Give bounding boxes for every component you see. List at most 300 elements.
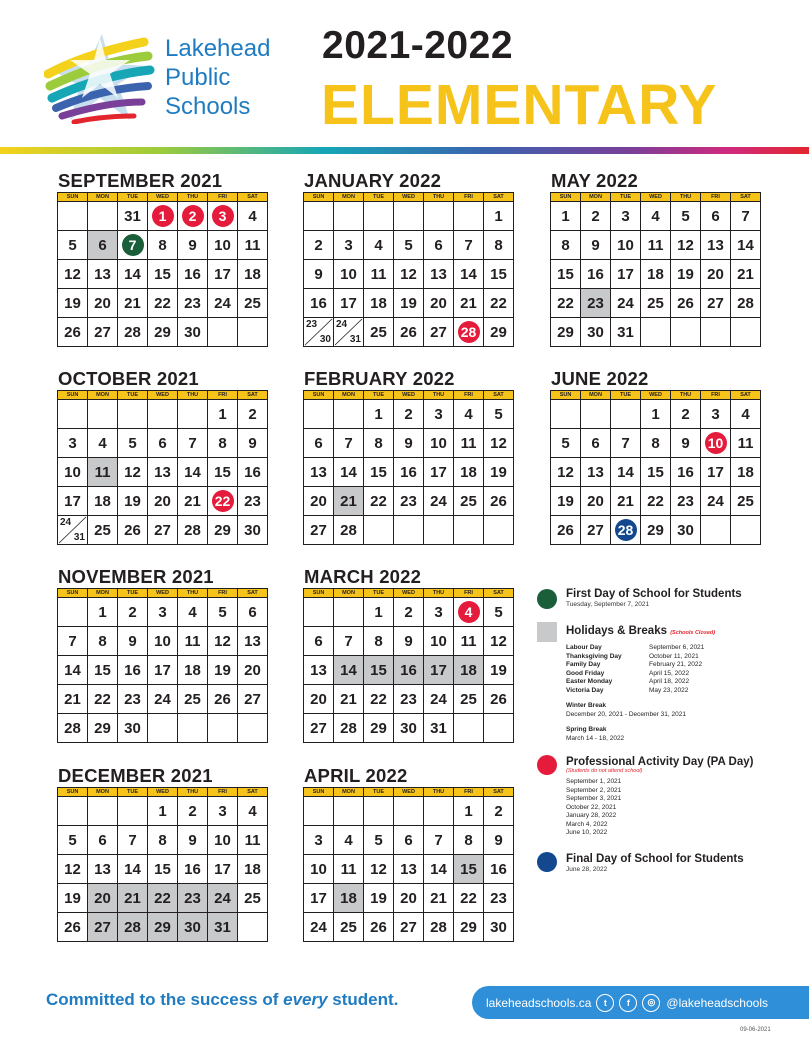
holiday-date: April 18, 2022 — [649, 678, 690, 685]
day-cell: 24 — [304, 913, 334, 942]
weekday-header: FRI — [454, 589, 484, 598]
empty-day-cell — [148, 714, 178, 743]
day-cell: 25 — [178, 685, 208, 714]
weekday-header: TUE — [611, 391, 641, 400]
day-cell: 26 — [58, 913, 88, 942]
winter-break-date: December 20, 2021 - December 31, 2021 — [566, 710, 686, 718]
month-april-2022 — [304, 764, 514, 942]
day-cell: 28 — [178, 516, 208, 545]
day-cell: 14 — [118, 855, 148, 884]
day-cell: 14 — [334, 656, 364, 685]
day-cell: 3 — [424, 400, 454, 429]
pa-day-date: September 1, 2021 — [566, 778, 622, 785]
day-cell: 7 — [454, 231, 484, 260]
day-cell: 12 — [364, 855, 394, 884]
day-cell: 9 — [238, 429, 268, 458]
highlight-circle: 7 — [122, 234, 144, 256]
day-cell: 13 — [581, 458, 611, 487]
day-cell: 29 — [364, 714, 394, 743]
holiday-date: April 15, 2022 — [649, 669, 690, 677]
day-cell: 14 — [334, 458, 364, 487]
day-cell — [178, 202, 208, 231]
day-cell: 15 — [208, 458, 238, 487]
day-cell: 23 — [238, 487, 268, 516]
weekday-header: WED — [641, 391, 671, 400]
legend-holidays-title: Holidays & Breaks — [566, 625, 667, 637]
day-cell: 21 — [118, 884, 148, 913]
twitter-icon[interactable]: t — [596, 994, 614, 1012]
day-cell: 4 — [731, 400, 761, 429]
day-cell: 28 — [334, 516, 364, 545]
empty-day-cell — [581, 400, 611, 429]
weekday-header: SUN — [304, 193, 334, 202]
empty-day-cell — [208, 318, 238, 347]
day-cell: 16 — [484, 855, 514, 884]
legend-holidays-note: (Schools Closed) — [670, 630, 716, 636]
day-cell: 15 — [484, 260, 514, 289]
month-name: MARCH 2022 — [304, 566, 422, 587]
day-cell: 12 — [671, 231, 701, 260]
holiday-item — [566, 687, 797, 696]
day-cell: 12 — [551, 458, 581, 487]
empty-day-cell — [454, 516, 484, 545]
day-cell: 8 — [148, 826, 178, 855]
day-cell: 14 — [454, 260, 484, 289]
day-cell: 13 — [88, 260, 118, 289]
weekday-header: MON — [88, 589, 118, 598]
day-cell: 19 — [484, 656, 514, 685]
day-cell: 23 — [178, 884, 208, 913]
day-cell: 20 — [424, 289, 454, 318]
day-cell: 4 — [454, 400, 484, 429]
day-cell: 25 — [731, 487, 761, 516]
pa-day-date: March 4, 2022 — [566, 820, 608, 828]
holiday-item — [566, 644, 797, 653]
day-cell: 2 — [394, 598, 424, 627]
day-cell: 26 — [208, 685, 238, 714]
day-cell: 8 — [454, 826, 484, 855]
month-name: APRIL 2022 — [304, 765, 408, 786]
day-cell: 20 — [88, 289, 118, 318]
day-cell: 27 — [304, 516, 334, 545]
month-grid — [303, 192, 514, 347]
day-cell: 14 — [731, 231, 761, 260]
day-cell: 4 — [334, 826, 364, 855]
day-cell: 24 — [424, 487, 454, 516]
day-cell: 13 — [88, 855, 118, 884]
day-cell: 3 — [208, 797, 238, 826]
day-cell: 23 — [671, 487, 701, 516]
day-cell: 18 — [334, 884, 364, 913]
pa-day-date: June 10, 2022 — [566, 829, 608, 836]
day-cell: 5 — [394, 231, 424, 260]
day-cell: 1 — [148, 797, 178, 826]
day-cell: 7 — [118, 826, 148, 855]
day-cell: 17 — [148, 656, 178, 685]
blue-dot-icon — [537, 852, 557, 872]
month-name: NOVEMBER 2021 — [58, 566, 214, 587]
day-cell: 18 — [238, 260, 268, 289]
weekday-header: TUE — [364, 589, 394, 598]
day-cell: 29 — [484, 318, 514, 347]
weekday-header: FRI — [701, 193, 731, 202]
day-cell: 2 — [671, 400, 701, 429]
day-cell: 22 — [484, 289, 514, 318]
day-cell: 15 — [364, 458, 394, 487]
day-cell: 13 — [304, 458, 334, 487]
legend-final-day-date: June 28, 2022 — [566, 865, 608, 873]
day-cell: 21 — [454, 289, 484, 318]
day-cell: 30 — [394, 714, 424, 743]
day-cell: 21 — [424, 884, 454, 913]
day-cell: 12 — [484, 429, 514, 458]
day-cell: 25 — [641, 289, 671, 318]
weekday-header: WED — [394, 193, 424, 202]
day-cell: 13 — [304, 656, 334, 685]
day-cell: 21 — [58, 685, 88, 714]
day-cell: 27 — [238, 685, 268, 714]
month-grid — [57, 588, 268, 743]
empty-day-cell — [118, 797, 148, 826]
empty-day-cell — [334, 202, 364, 231]
month-name: SEPTEMBER 2021 — [58, 170, 223, 191]
day-cell: 10 — [208, 826, 238, 855]
tagline-end: student. — [327, 990, 399, 1009]
split-day-cell — [58, 516, 88, 545]
day-cell: 6 — [88, 826, 118, 855]
day-cell: 19 — [58, 884, 88, 913]
weekday-header: MON — [88, 788, 118, 797]
day-cell: 25 — [238, 289, 268, 318]
weekday-header: THU — [178, 788, 208, 797]
day-cell: 6 — [88, 231, 118, 260]
weekday-header: SUN — [58, 193, 88, 202]
day-cell: 8 — [551, 231, 581, 260]
day-cell: 27 — [148, 516, 178, 545]
empty-day-cell — [88, 797, 118, 826]
day-cell: 5 — [671, 202, 701, 231]
day-cell: 29 — [454, 913, 484, 942]
empty-day-cell — [424, 202, 454, 231]
day-cell: 18 — [641, 260, 671, 289]
day-cell: 11 — [238, 231, 268, 260]
day-cell: 19 — [394, 289, 424, 318]
day-cell: 22 — [148, 884, 178, 913]
weekday-header: SAT — [238, 391, 268, 400]
brand-line-1: Lakehead — [165, 35, 271, 62]
empty-day-cell — [118, 400, 148, 429]
brand-line-3: Schools — [165, 93, 251, 120]
split-day-bottom: 31 — [73, 532, 85, 543]
weekday-header: SAT — [731, 193, 761, 202]
instagram-icon[interactable]: ◎ — [642, 994, 660, 1012]
day-cell: 4 — [88, 429, 118, 458]
day-cell: 27 — [701, 289, 731, 318]
day-cell: 16 — [581, 260, 611, 289]
social-handle[interactable]: @lakeheadschools — [666, 995, 768, 1010]
day-cell: 5 — [118, 429, 148, 458]
day-cell: 27 — [88, 318, 118, 347]
day-cell: 15 — [148, 260, 178, 289]
day-cell: 26 — [394, 318, 424, 347]
day-cell: 1 — [454, 797, 484, 826]
weekday-header: SAT — [484, 788, 514, 797]
day-cell: 21 — [334, 487, 364, 516]
empty-day-cell — [484, 714, 514, 743]
day-cell — [454, 598, 484, 627]
day-cell — [208, 202, 238, 231]
day-cell — [148, 202, 178, 231]
weekday-header: SAT — [484, 391, 514, 400]
day-cell: 17 — [208, 260, 238, 289]
day-cell: 17 — [701, 458, 731, 487]
empty-day-cell — [334, 400, 364, 429]
day-cell: 16 — [238, 458, 268, 487]
month-name: DECEMBER 2021 — [58, 765, 213, 786]
day-cell: 24 — [701, 487, 731, 516]
legend-holidays — [537, 622, 797, 743]
pa-day-list — [537, 778, 797, 838]
website-link[interactable]: lakeheadschools.ca — [486, 995, 592, 1010]
day-cell: 20 — [394, 884, 424, 913]
day-cell: 10 — [148, 627, 178, 656]
day-cell: 13 — [424, 260, 454, 289]
day-cell: 16 — [178, 855, 208, 884]
day-cell: 23 — [394, 487, 424, 516]
weekday-header: SUN — [58, 788, 88, 797]
weekday-header: FRI — [454, 391, 484, 400]
day-cell: 20 — [304, 487, 334, 516]
empty-day-cell — [454, 714, 484, 743]
day-cell: 22 — [551, 289, 581, 318]
day-cell: 8 — [88, 627, 118, 656]
day-cell: 17 — [611, 260, 641, 289]
holiday-name: Victoria Day — [566, 686, 604, 694]
empty-day-cell — [484, 516, 514, 545]
day-cell: 6 — [304, 627, 334, 656]
day-cell: 25 — [364, 318, 394, 347]
weekday-header: THU — [424, 391, 454, 400]
weekday-header: TUE — [611, 193, 641, 202]
day-cell: 12 — [118, 458, 148, 487]
empty-day-cell — [58, 797, 88, 826]
day-cell: 6 — [581, 429, 611, 458]
day-cell: 5 — [551, 429, 581, 458]
day-cell: 15 — [641, 458, 671, 487]
day-cell: 2 — [581, 202, 611, 231]
day-cell: 7 — [424, 826, 454, 855]
day-cell: 19 — [208, 656, 238, 685]
day-cell: 20 — [88, 884, 118, 913]
day-cell: 9 — [178, 826, 208, 855]
day-cell: 10 — [424, 429, 454, 458]
day-cell: 31 — [611, 318, 641, 347]
empty-day-cell — [394, 516, 424, 545]
highlight-circle: 10 — [705, 432, 727, 454]
month-name: OCTOBER 2021 — [58, 368, 199, 389]
day-cell: 2 — [394, 400, 424, 429]
empty-day-cell — [88, 202, 118, 231]
day-cell: 11 — [454, 627, 484, 656]
weekday-header: WED — [148, 193, 178, 202]
facebook-icon[interactable]: f — [619, 994, 637, 1012]
pa-day-date: September 3, 2021 — [566, 795, 622, 802]
empty-day-cell — [641, 318, 671, 347]
weekday-header: WED — [394, 788, 424, 797]
weekday-header: MON — [88, 193, 118, 202]
day-cell: 9 — [394, 627, 424, 656]
green-dot-icon — [537, 589, 557, 609]
day-cell: 11 — [454, 429, 484, 458]
weekday-header: SUN — [304, 391, 334, 400]
day-cell: 2 — [238, 400, 268, 429]
day-cell: 24 — [148, 685, 178, 714]
day-cell: 2 — [178, 797, 208, 826]
day-cell: 17 — [424, 656, 454, 685]
empty-day-cell — [424, 797, 454, 826]
day-cell: 26 — [58, 318, 88, 347]
brand-name — [165, 34, 270, 121]
tagline-emphasis: every — [283, 990, 328, 1009]
revision-date: 09-06-2021 — [740, 1027, 771, 1033]
day-cell: 10 — [208, 231, 238, 260]
empty-day-cell — [304, 400, 334, 429]
day-cell: 23 — [581, 289, 611, 318]
day-cell: 19 — [551, 487, 581, 516]
holiday-name: Good Friday — [566, 669, 605, 677]
weekday-header: MON — [581, 193, 611, 202]
day-cell: 5 — [484, 400, 514, 429]
empty-day-cell — [671, 318, 701, 347]
day-cell — [118, 231, 148, 260]
empty-day-cell — [304, 797, 334, 826]
day-cell: 29 — [208, 516, 238, 545]
month-may-2022 — [551, 169, 761, 347]
day-cell: 12 — [484, 627, 514, 656]
day-cell: 7 — [334, 429, 364, 458]
weekday-header: SAT — [484, 193, 514, 202]
day-cell: 14 — [424, 855, 454, 884]
day-cell: 17 — [58, 487, 88, 516]
day-cell: 29 — [148, 318, 178, 347]
day-cell: 26 — [364, 913, 394, 942]
empty-day-cell — [208, 714, 238, 743]
day-cell: 21 — [118, 289, 148, 318]
day-cell: 8 — [484, 231, 514, 260]
split-day-bottom: 30 — [319, 334, 331, 345]
day-cell: 9 — [118, 627, 148, 656]
pa-day-date: September 2, 2021 — [566, 786, 622, 794]
month-name: MAY 2022 — [551, 170, 638, 191]
day-cell: 10 — [424, 627, 454, 656]
day-cell: 3 — [334, 231, 364, 260]
day-cell: 21 — [731, 260, 761, 289]
day-cell: 29 — [148, 913, 178, 942]
day-cell: 11 — [238, 826, 268, 855]
month-september-2021 — [58, 169, 268, 347]
empty-day-cell — [334, 598, 364, 627]
empty-day-cell — [178, 714, 208, 743]
day-cell: 17 — [304, 884, 334, 913]
day-cell: 28 — [118, 318, 148, 347]
day-cell: 25 — [88, 516, 118, 545]
day-cell: 28 — [424, 913, 454, 942]
weekday-header: SUN — [551, 193, 581, 202]
tagline-start: Committed to the success of — [46, 990, 284, 1009]
weekday-header: TUE — [364, 788, 394, 797]
day-cell: 3 — [424, 598, 454, 627]
highlight-circle: 1 — [152, 205, 174, 227]
spring-break-date: March 14 - 18, 2022 — [566, 734, 625, 742]
weekday-header: MON — [88, 391, 118, 400]
day-cell: 29 — [551, 318, 581, 347]
day-cell: 15 — [364, 656, 394, 685]
month-name: JUNE 2022 — [551, 368, 649, 389]
weekday-header: FRI — [208, 589, 238, 598]
day-cell: 16 — [118, 656, 148, 685]
day-cell: 29 — [641, 516, 671, 545]
day-cell: 17 — [424, 458, 454, 487]
day-cell: 13 — [238, 627, 268, 656]
empty-day-cell — [701, 318, 731, 347]
day-cell: 20 — [581, 487, 611, 516]
weekday-header: SAT — [484, 589, 514, 598]
red-dot-icon — [537, 755, 557, 775]
day-cell: 8 — [148, 231, 178, 260]
day-cell: 26 — [484, 685, 514, 714]
weekday-header: THU — [424, 589, 454, 598]
day-cell: 11 — [641, 231, 671, 260]
day-cell: 26 — [118, 516, 148, 545]
weekday-header: SUN — [58, 391, 88, 400]
day-cell: 26 — [551, 516, 581, 545]
empty-day-cell — [611, 400, 641, 429]
day-cell: 10 — [58, 458, 88, 487]
day-cell: 31 — [424, 714, 454, 743]
split-day-bottom: 31 — [349, 334, 361, 345]
empty-day-cell — [394, 202, 424, 231]
day-cell: 17 — [208, 855, 238, 884]
split-day-top: 24 — [336, 319, 348, 330]
day-cell: 18 — [454, 656, 484, 685]
day-cell: 9 — [484, 826, 514, 855]
day-cell: 22 — [364, 685, 394, 714]
empty-day-cell — [334, 797, 364, 826]
footer-tagline — [46, 990, 398, 1010]
day-cell: 12 — [58, 260, 88, 289]
day-cell: 19 — [671, 260, 701, 289]
day-cell: 6 — [304, 429, 334, 458]
day-cell: 6 — [701, 202, 731, 231]
day-cell: 1 — [484, 202, 514, 231]
day-cell: 27 — [424, 318, 454, 347]
day-cell: 7 — [334, 627, 364, 656]
month-june-2022 — [551, 367, 761, 545]
day-cell: 5 — [364, 826, 394, 855]
weekday-header: SAT — [238, 589, 268, 598]
weekday-header: SUN — [58, 589, 88, 598]
empty-day-cell — [148, 400, 178, 429]
empty-day-cell — [701, 516, 731, 545]
day-cell: 19 — [58, 289, 88, 318]
day-cell: 7 — [58, 627, 88, 656]
day-cell: 15 — [148, 855, 178, 884]
day-cell: 7 — [731, 202, 761, 231]
empty-day-cell — [424, 516, 454, 545]
month-grid — [57, 787, 268, 942]
weekday-header: TUE — [364, 193, 394, 202]
weekday-header: FRI — [454, 788, 484, 797]
